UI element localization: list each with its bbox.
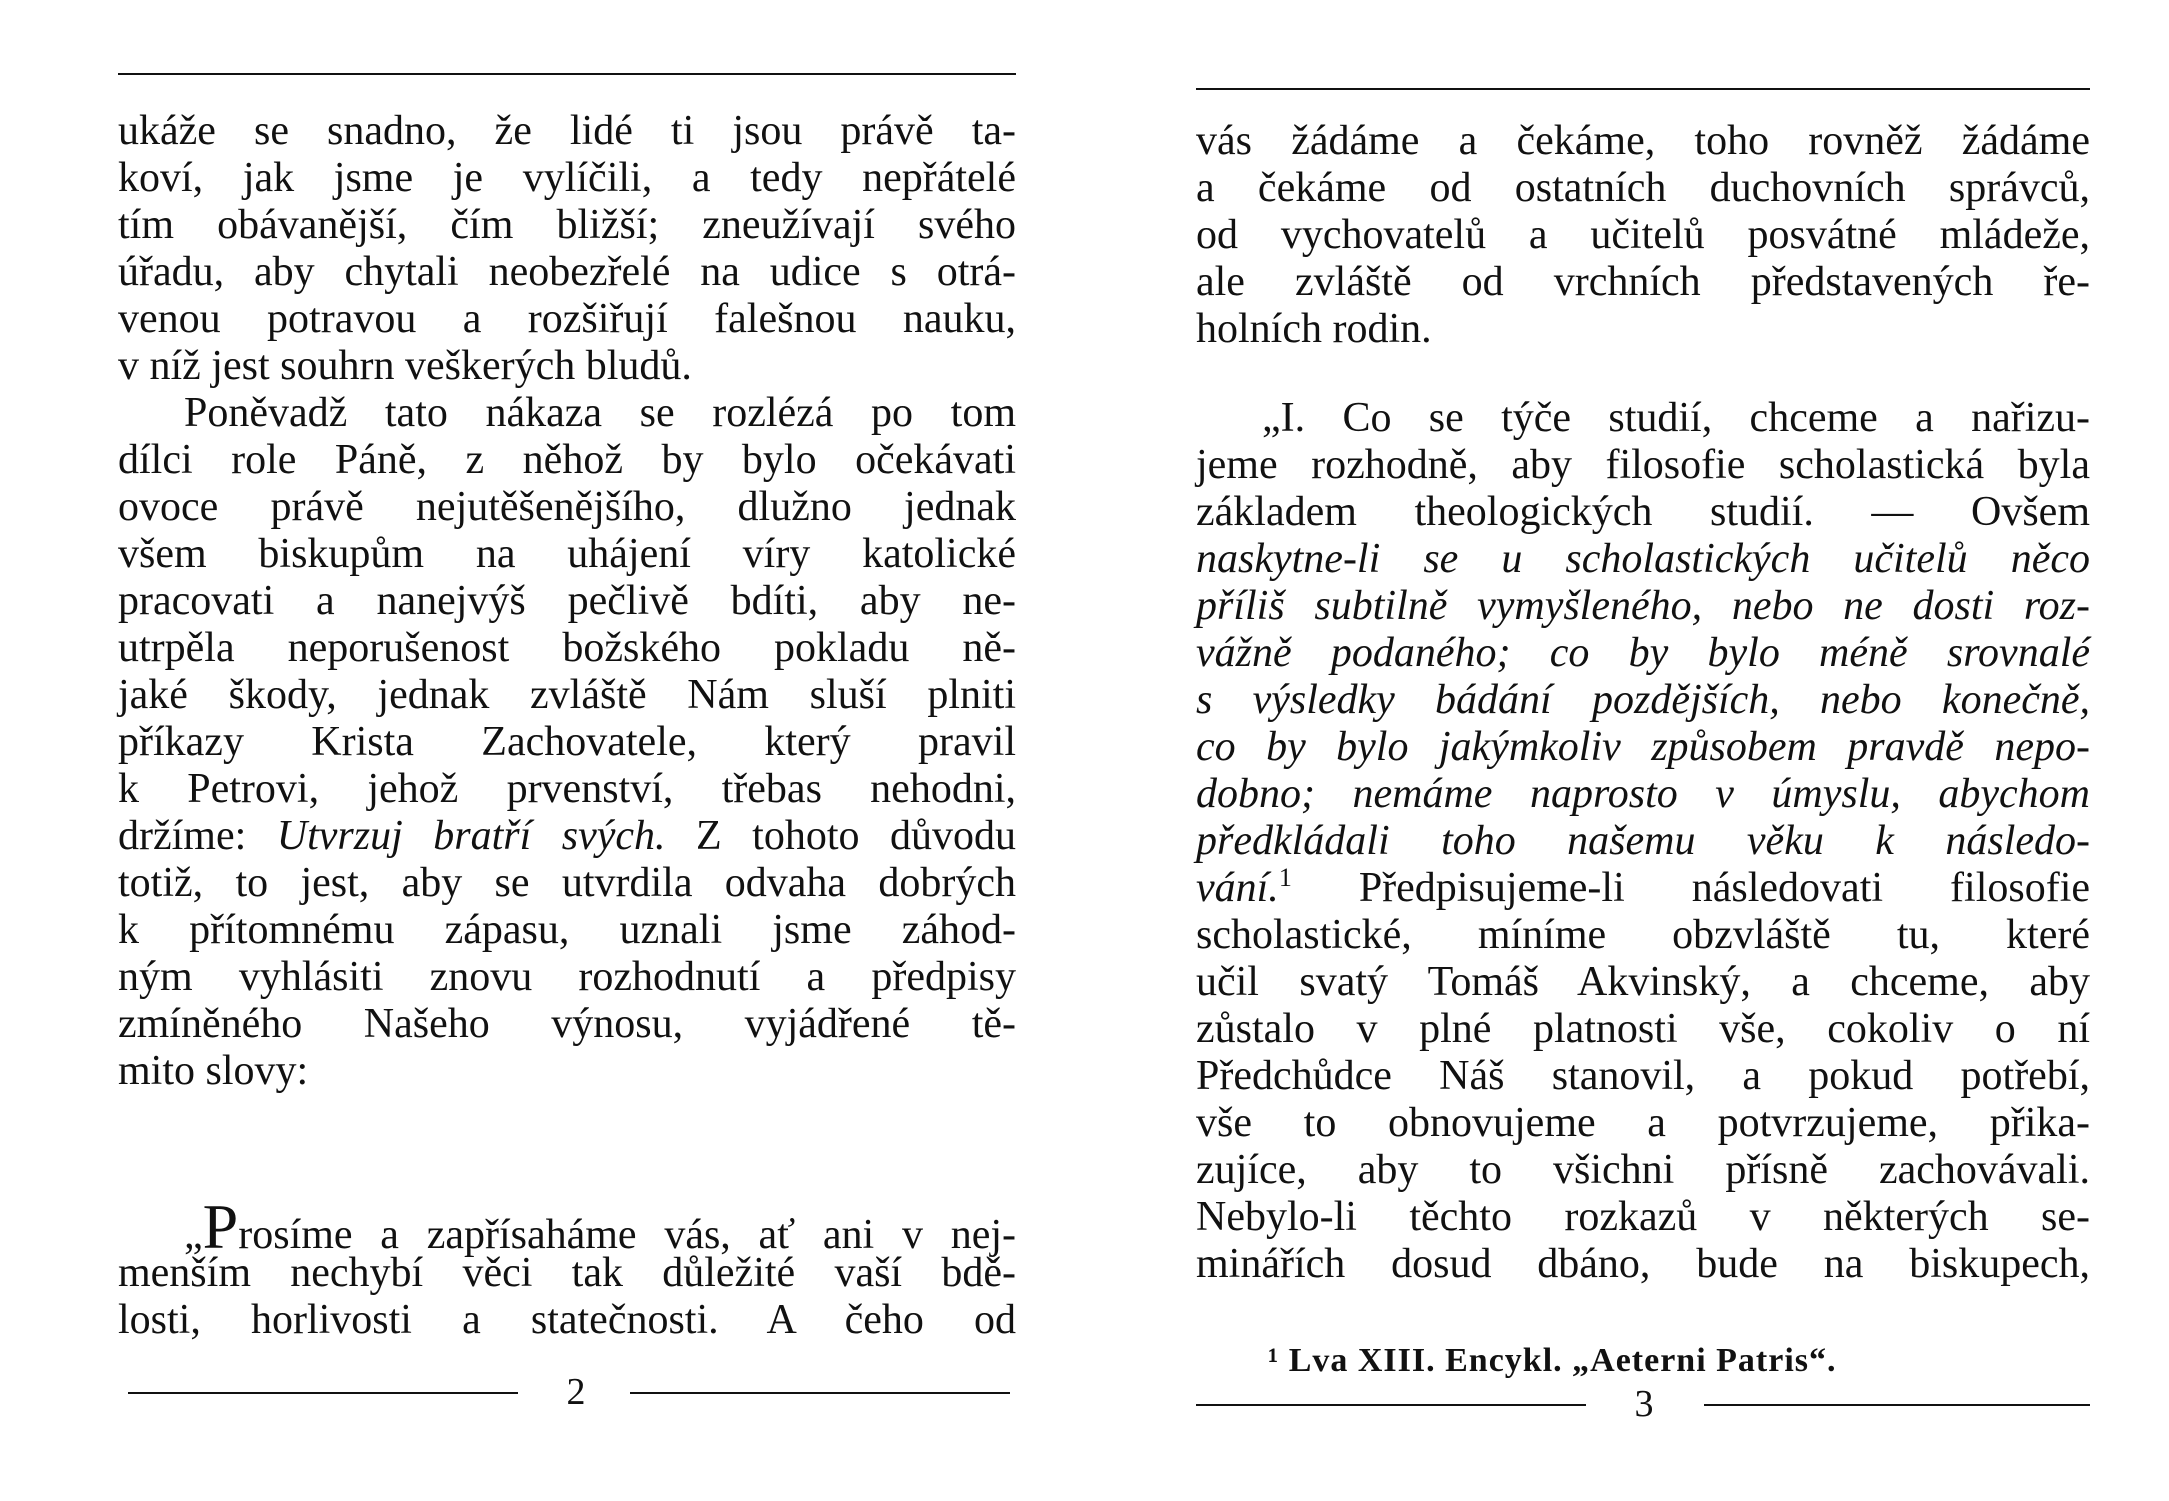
text-span: k Petrovi, jehož prvenství, třebas nehodni,	[118, 766, 1016, 812]
text-span: ukáže se snadno, že lidé ti jsou právě ta-	[118, 108, 1016, 154]
right-page	[1196, 0, 2090, 1501]
text-span: Nebylo-li těchto rozkazů v některých se-	[1196, 1194, 2090, 1240]
text-line	[118, 907, 1016, 954]
text-span: Předpisujeme-li následovati filosofie	[1291, 865, 2090, 911]
text-line	[118, 437, 1016, 484]
text-span: jeme rozhodně, aby filosofie scholastická byla	[1196, 442, 2090, 488]
footer-rule	[630, 1392, 1010, 1394]
italic-text: předkládali toho našemu věku k následo-	[1196, 818, 2090, 864]
footnote-marker: 1	[1278, 863, 1292, 892]
text-line	[118, 343, 1016, 390]
text-span: zujíce, aby to všichni přísně zachovávali.	[1196, 1147, 2090, 1193]
text-span: minářích dosud dbáno, bude na biskupech,	[1196, 1241, 2090, 1287]
text-line	[118, 108, 1016, 155]
text-span: ným vyhlásiti znovu rozhodnutí a předpisy	[118, 954, 1016, 1000]
text-line	[1196, 489, 2090, 536]
text-span: tím obávanější, čím bližší; zneužívají svého	[118, 202, 1016, 248]
page-number: 3	[1634, 1383, 1654, 1425]
italic-text: Utvrzuj bratří svých.	[276, 813, 666, 859]
text-line	[118, 719, 1016, 766]
text-line	[118, 390, 1016, 437]
footer-rule	[128, 1392, 518, 1394]
text-line	[1196, 583, 2090, 630]
text-span: zůstalo v plné platnosti vše, cokoliv o ní	[1196, 1006, 2090, 1052]
drop-cap-letter: P	[202, 1191, 239, 1262]
right-body-text	[1196, 395, 2090, 1288]
text-span: držíme:	[118, 813, 277, 859]
text-line	[118, 625, 1016, 672]
italic-text: vání.	[1196, 865, 1279, 911]
text-span: utrpěla neporušenost božského pokladu ně-	[118, 625, 1016, 671]
text-line	[118, 813, 1016, 860]
top-rule	[1196, 88, 2090, 90]
text-span: totiž, to jest, aby se utvrdila odvaha dobrých	[118, 860, 1016, 906]
italic-text: vážně podaného; co by bylo méně srovnalé	[1196, 630, 2090, 676]
text-line	[1196, 959, 2090, 1006]
text-line	[118, 766, 1016, 813]
footnote: ¹ Lva XIII. Encykl. „Aeterni Patris“.	[1268, 1342, 1837, 1379]
text-line	[1196, 442, 2090, 489]
quote-line: rosíme a zapřísaháme vás, ať ani v nej-	[238, 1212, 1016, 1258]
text-span: příkazy Krista Zachovatele, který pravil	[118, 719, 1016, 765]
text-span: zmíněného Našeho výnosu, vyjádřené tě-	[118, 1001, 1016, 1047]
text-line	[118, 155, 1016, 202]
text-line	[1196, 724, 2090, 771]
quote-line: losti, horlivosti a statečnosti. A čeho od	[118, 1297, 1016, 1343]
text-line	[118, 954, 1016, 1001]
text-span: Poněvadž tato nákaza se rozlézá po tom	[184, 390, 1016, 436]
left-page	[118, 0, 1016, 1501]
text-line: a čekáme od ostatních duchovních správců,	[1196, 165, 2090, 211]
italic-text: s výsledky bádání pozdějších, nebo konečně,	[1196, 677, 2090, 723]
text-line	[1196, 1147, 2090, 1194]
text-line	[1196, 630, 2090, 677]
text-span: učil svatý Tomáš Akvinský, a chceme, aby	[1196, 959, 2090, 1005]
italic-text: naskytne-li se u scholastických učitelů něco	[1196, 536, 2090, 582]
page-footer	[1196, 1384, 2090, 1424]
quote-line: menším nechybí věci tak důležité vaší bdě-	[118, 1250, 1016, 1296]
text-line	[118, 484, 1016, 531]
opening-quote-mark: „	[184, 1212, 203, 1258]
text-span: vše to obnovujeme a potvrzujeme, přika-	[1196, 1100, 2090, 1146]
text-line	[118, 296, 1016, 343]
text-line	[1196, 395, 2090, 442]
text-line: ale zvláště od vrchních představených ře-	[1196, 259, 2090, 305]
text-line	[1196, 1100, 2090, 1147]
text-span: dílci role Páně, z něhož by bylo očekávati	[118, 437, 1016, 483]
text-line	[1196, 1006, 2090, 1053]
text-line	[118, 860, 1016, 907]
text-span: základem theologických studií. — Ovšem	[1196, 489, 2090, 535]
italic-text: příliš subtilně vymyšleného, nebo ne dosti roz-	[1196, 583, 2090, 629]
text-line	[118, 249, 1016, 296]
text-span: k přítomnému zápasu, uznali jsme záhod-	[118, 907, 1016, 953]
left-body-text	[118, 108, 1016, 1095]
text-span: všem biskupům na uhájení víry katolické	[118, 531, 1016, 577]
text-line	[1196, 771, 2090, 818]
text-line	[118, 1001, 1016, 1048]
text-span: Z tohoto důvodu	[665, 813, 1017, 859]
text-span: mito slovy:	[118, 1048, 309, 1094]
right-intro-text	[1196, 118, 2090, 353]
text-span: „I. Co se týče studií, chceme a nařizu-	[1262, 395, 2090, 441]
text-line: od vychovatelů a učitelů posvátné mládeže,	[1196, 212, 2090, 258]
text-span: v níž jest souhrn veškerých bludů.	[118, 343, 692, 389]
text-line	[118, 672, 1016, 719]
text-line	[118, 202, 1016, 249]
text-span: Předchůdce Náš stanovil, a pokud potřebí,	[1196, 1053, 2090, 1099]
text-span: koví, jak jsme je vylíčili, a tedy nepřátelé	[118, 155, 1016, 201]
text-line	[1196, 865, 2090, 912]
text-line	[1196, 536, 2090, 583]
quoted-decree-opening	[118, 1191, 1016, 1344]
page-footer	[118, 1372, 1016, 1412]
text-span: ovoce právě nejutěšenějšího, dlužno jednak	[118, 484, 1016, 530]
italic-text: dobno; nemáme naprosto v úmyslu, abychom	[1196, 771, 2090, 817]
text-span: pracovati a nanejvýš pečlivě bdíti, aby ne-	[118, 578, 1016, 624]
text-line	[1196, 818, 2090, 865]
text-line	[1196, 912, 2090, 959]
top-rule	[118, 73, 1016, 75]
text-span: úřadu, aby chytali neobezřelé na udice s otrá-	[118, 249, 1016, 295]
text-line	[1196, 1241, 2090, 1288]
text-line: holních rodin.	[1196, 306, 1432, 352]
text-line	[1196, 1053, 2090, 1100]
text-line	[1196, 1194, 2090, 1241]
page-number: 2	[566, 1371, 586, 1413]
text-span: scholastické, míníme obzvláště tu, které	[1196, 912, 2090, 958]
text-span: venou potravou a rozšiřují falešnou nauku,	[118, 296, 1016, 342]
text-line	[1196, 677, 2090, 724]
text-line	[118, 578, 1016, 625]
text-line: vás žádáme a čekáme, toho rovněž žádáme	[1196, 118, 2090, 164]
text-line	[118, 531, 1016, 578]
italic-text: co by bylo jakýmkoliv způsobem pravdě nepo-	[1196, 724, 2090, 770]
footer-rule	[1196, 1404, 1586, 1406]
text-line	[118, 1048, 1016, 1095]
text-span: jaké škody, jednak zvláště Nám sluší plniti	[118, 672, 1016, 718]
footer-rule	[1704, 1404, 2090, 1406]
